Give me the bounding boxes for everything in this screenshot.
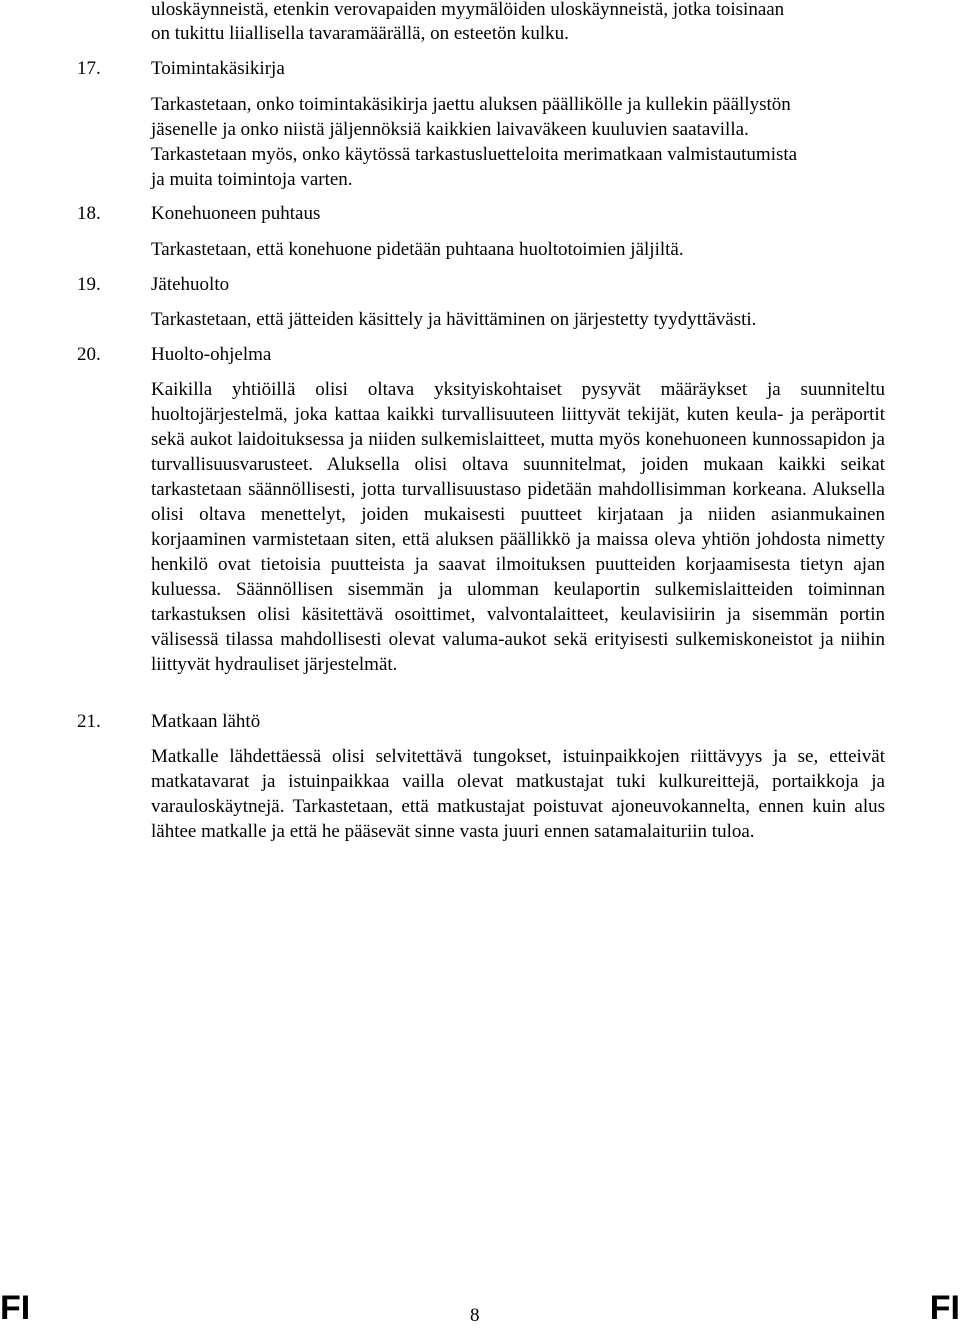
section-21-paragraph: Matkalle lähdettäessä olisi selvitettävä tungokset, istuinpaikkojen riittävyys ja se, etteivät matkatavarat ja istuinpaikkaa vailla olevat matkustajat tuki kulkureittejä, portaikkoja ja varauloskäytnejä. Tarkastetaan, että matkustajat poistuvat ajoneuvokannelta, ennen kuin alus lähtee matkalle ja että he pääsevät sinne vasta juuri ennen satamalaituriin tuloa. [151,746,885,842]
section-18-line: Tarkastetaan, että konehuone pidetään puhtaana huoltotoimien jäljiltä. [151,239,684,260]
section-20-title: Huolto-ohjelma [151,344,272,365]
section-17-title: Toimintakäsikirja [151,58,285,79]
section-17-line: Tarkastetaan, onko toimintakäsikirja jaettu aluksen päällikölle ja kullekin päällystön [151,94,791,115]
section-17-line: Tarkastetaan myös, onko käytössä tarkastusluetteloita merimatkaan valmistautumista [151,144,798,165]
section-21-number: 21. [77,711,101,732]
continuation-line: uloskäynneistä, etenkin verovapaiden myymälöiden uloskäynneistä, jotka toisinaan [151,0,785,20]
section-20-number: 20. [77,344,101,365]
section-21-title: Matkaan lähtö [151,711,261,732]
footer-page-number: 8 [470,1305,480,1326]
section-18-title: Konehuoneen puhtaus [151,203,321,224]
section-17-line: ja muita toimintoja varten. [151,169,353,190]
section-19-line: Tarkastetaan, että jätteiden käsittely ja hävittäminen on järjestetty tyydyttävästi. [151,309,757,330]
section-17-line: jäsenelle ja onko niistä jäljennöksiä kaikkien laivaväkeen kuuluvien saatavilla. [151,119,749,140]
section-18-number: 18. [77,203,101,224]
section-17-number: 17. [77,58,101,79]
footer-language-right: FI [929,1289,960,1327]
continuation-line: on tukittu liiallisella tavaramäärällä, on esteetön kulku. [151,23,569,44]
footer-language-left: FI [0,1289,31,1327]
section-20-paragraph: Kaikilla yhtiöillä olisi oltava yksityiskohtaiset pysyvät määräykset ja suunniteltu huoltojärjestelmä, joka kattaa kaikki turvallisuuteen liittyvät tekijät, kuten keula- ja peräportit sekä aukot laidoituksessa ja niiden sulkemislaitteet, mutta myös konehuoneen kunnossapidon ja turvallisuusvarusteet. Aluksella olisi oltava suunnitelmat, joiden mukaan kaikki seikat tarkastetaan säännöllisesti, jotta turvallisuustaso pidetään mahdollisimman korkeana. Aluksella olisi oltava menettelyt, joiden mukaisesti puutteet kirjataan ja niiden asianmukainen korjaaminen varmistetaan siten, että aluksen päällikkö ja maissa oleva yhtiön johdosta nimetty henkilö ovat tietoisia puutteista ja saavat ilmoituksen puutteiden korjaamisesta tietyn ajan kuluessa. Säännöllisen sisemmän ja ulomman keulaportin sulkemislaitteiden toiminnan tarkastuksen olisi käsitettävä osoittimet, valvontalaitteet, keulavisiirin ja sisemmän portin välisessä tilassa mahdollisesti olevat valuma-aukot sekä erityisesti sulkemiskoneistot ja niihin liittyvät hydrauliset järjestelmät. [151,379,885,675]
section-19-title: Jätehuolto [151,274,230,295]
section-19-number: 19. [77,274,101,295]
